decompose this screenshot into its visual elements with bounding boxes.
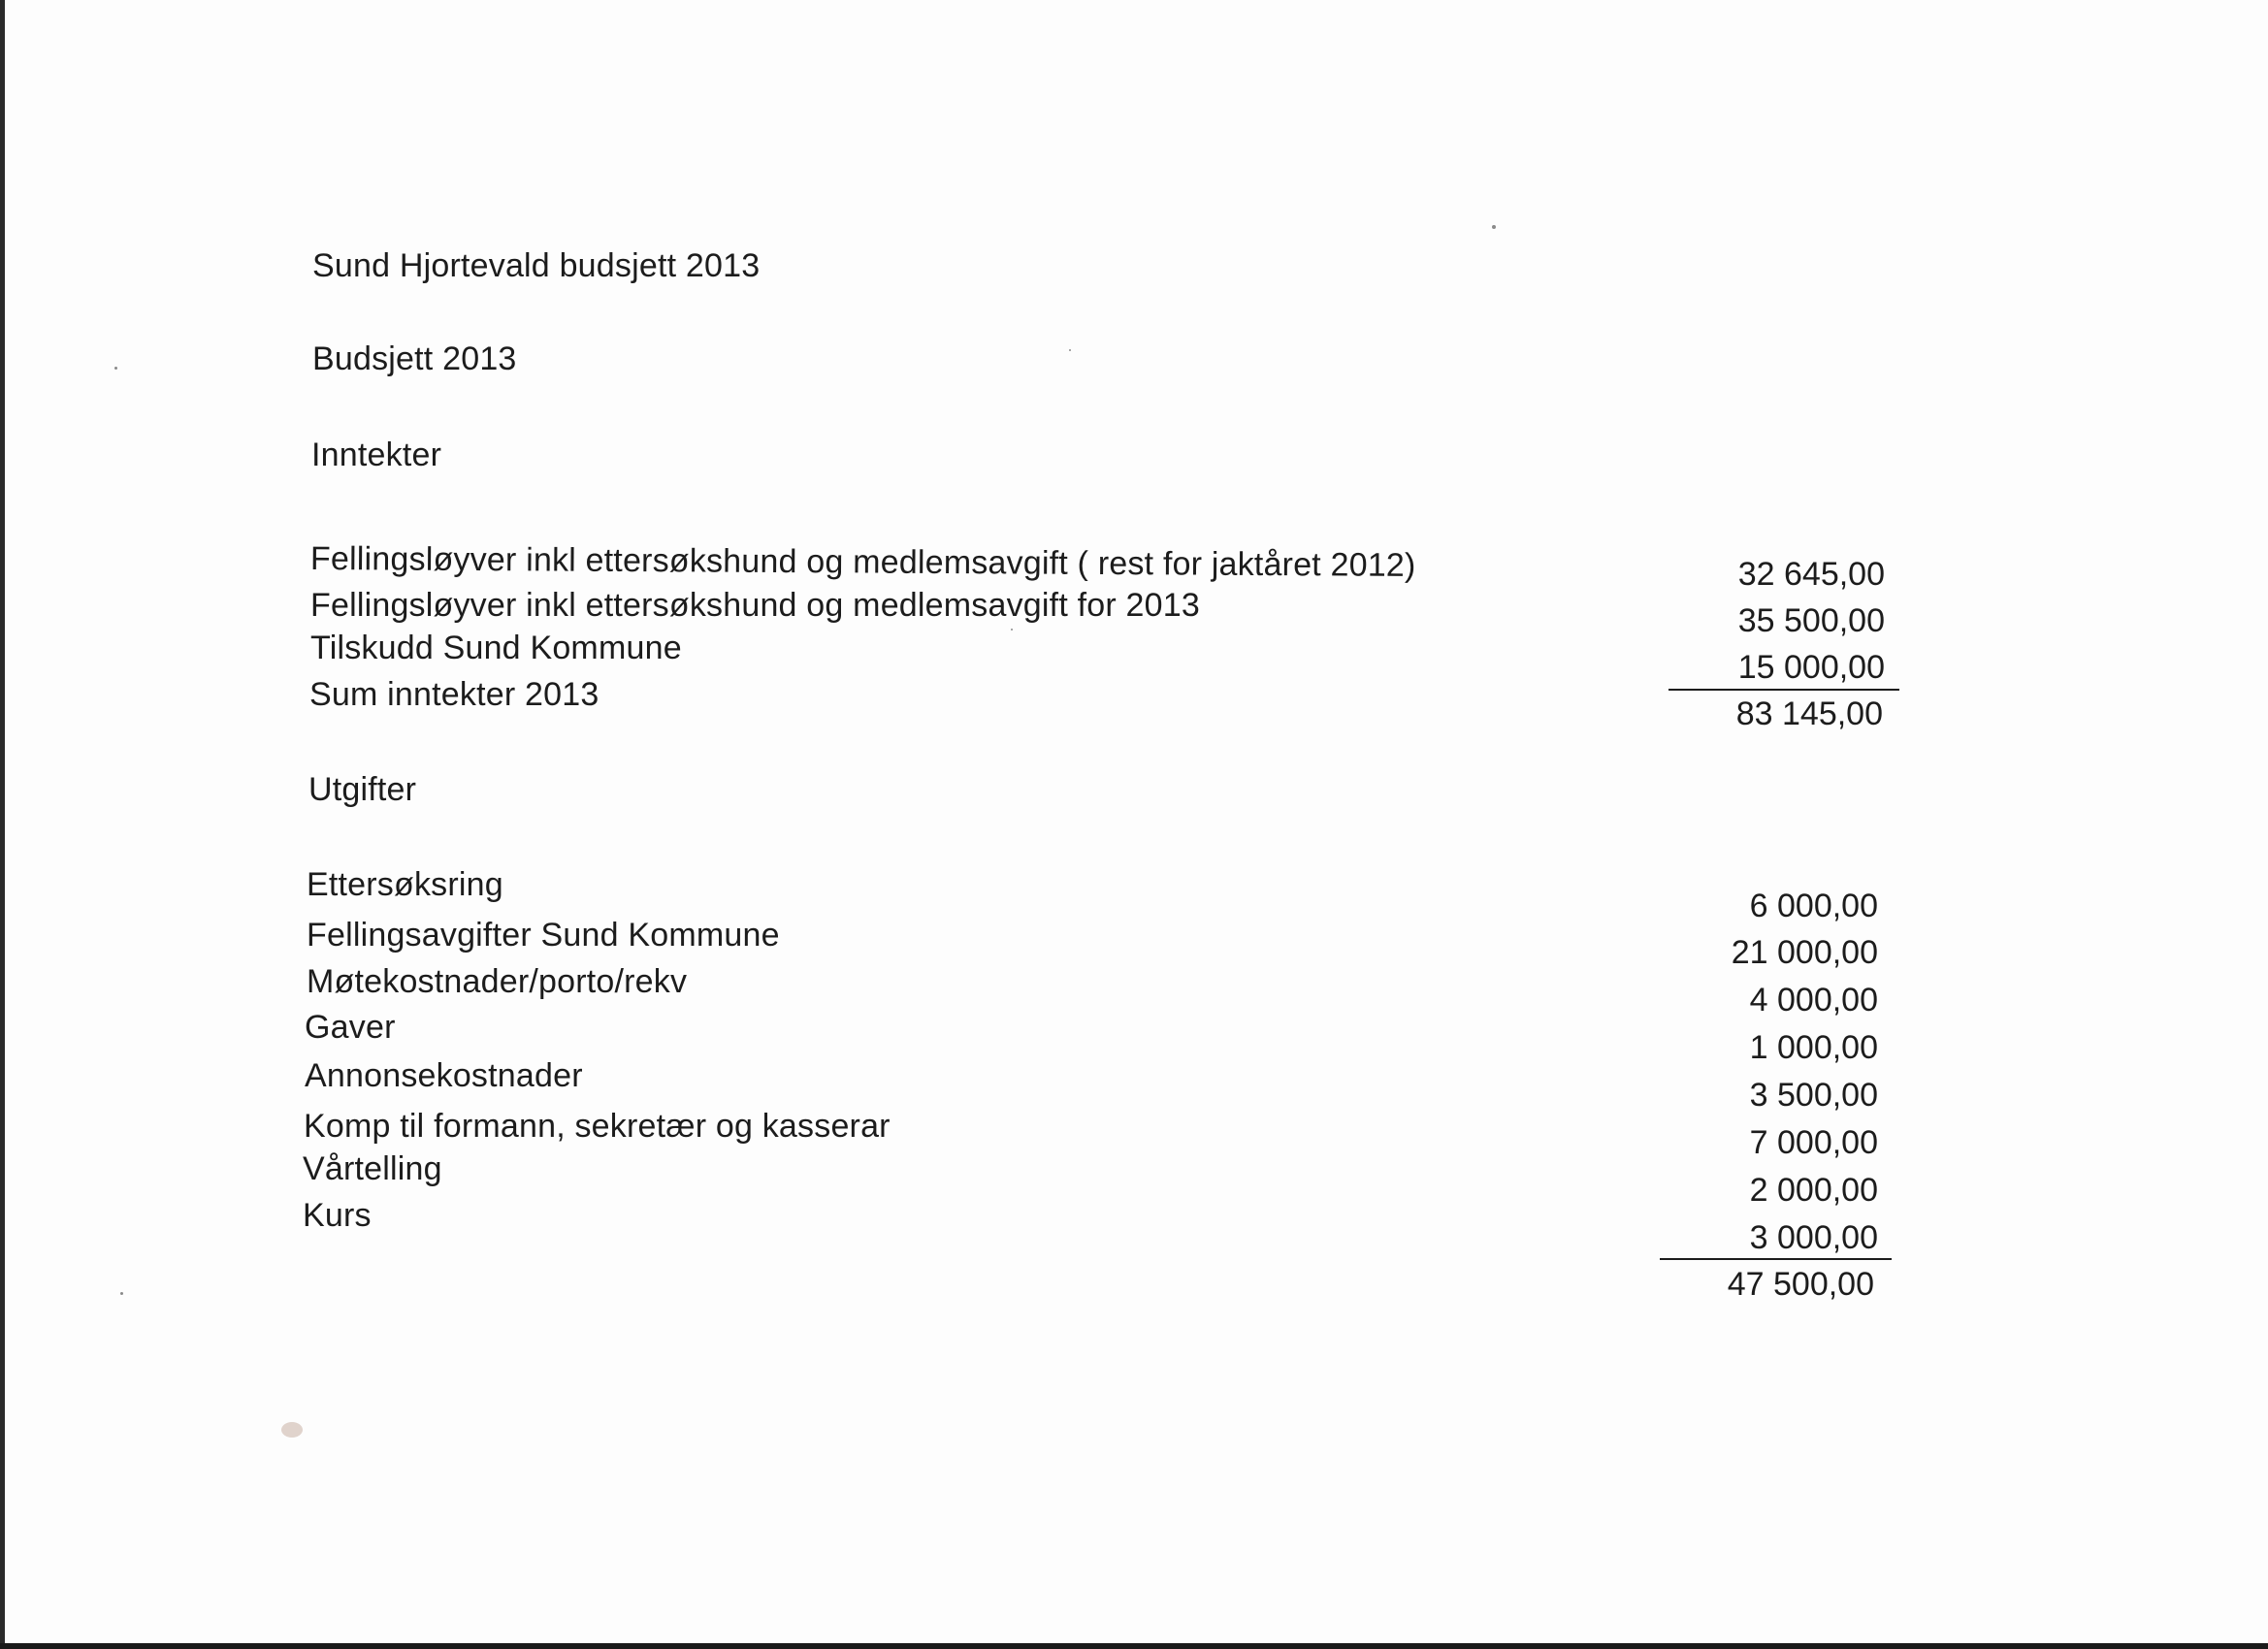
expense-item-label: Ettersøksring <box>307 866 503 903</box>
scan-border-bottom <box>0 1643 2268 1649</box>
expense-item-amount: 21 000,00 <box>1731 934 1878 971</box>
income-sum-rule <box>1669 689 1899 691</box>
document-subtitle: Budsjett 2013 <box>312 340 517 377</box>
income-item-amount: 35 500,00 <box>1737 602 1885 639</box>
expense-item-label: Komp til formann, sekretær og kasserar <box>304 1108 891 1145</box>
expense-item-label: Kurs <box>303 1197 372 1234</box>
expense-item-amount: 3 500,00 <box>1749 1077 1878 1114</box>
expense-item-amount: 3 000,00 <box>1749 1219 1878 1256</box>
income-sum-amount: 83 145,00 <box>1735 695 1883 732</box>
expense-item-amount: 2 000,00 <box>1749 1172 1878 1209</box>
income-item-amount: 32 645,00 <box>1737 556 1885 593</box>
income-item-label: Tilskudd Sund Kommune <box>310 630 682 666</box>
dust-speck <box>114 367 117 370</box>
scan-smudge <box>281 1422 303 1438</box>
income-item-amount: 15 000,00 <box>1737 649 1885 686</box>
income-sum-label: Sum inntekter 2013 <box>309 676 599 713</box>
dust-speck <box>1492 225 1496 229</box>
income-item-label: Fellingsløyver inkl ettersøkshund og medlemsavgift ( rest for jaktåret 2012) <box>309 540 1416 584</box>
expenses-sum-rule <box>1660 1258 1892 1260</box>
expense-item-amount: 1 000,00 <box>1749 1029 1878 1066</box>
income-item-label: Fellingsløyver inkl ettersøkshund og medlemsavgift for 2013 <box>310 587 1200 624</box>
expense-item-label: Fellingsavgifter Sund Kommune <box>307 917 780 954</box>
expense-item-amount: 6 000,00 <box>1749 888 1878 924</box>
dust-speck <box>1011 629 1013 630</box>
expense-item-amount: 4 000,00 <box>1749 982 1878 1018</box>
expense-item-label: Annonsekostnader <box>305 1057 583 1094</box>
expense-item-label: Møtekostnader/porto/rekv <box>307 963 688 1000</box>
document-title: Sund Hjortevald budsjett 2013 <box>312 247 761 284</box>
expense-item-amount: 7 000,00 <box>1749 1124 1878 1161</box>
income-heading: Inntekter <box>311 436 442 473</box>
dust-speck <box>1069 349 1071 351</box>
expense-item-label: Gaver <box>305 1009 396 1046</box>
expenses-sum-amount: 47 500,00 <box>1727 1266 1874 1303</box>
expenses-heading: Utgifter <box>308 771 417 808</box>
expense-item-label: Vårtelling <box>303 1150 442 1187</box>
scan-border-left <box>0 0 5 1649</box>
dust-speck <box>120 1292 123 1295</box>
